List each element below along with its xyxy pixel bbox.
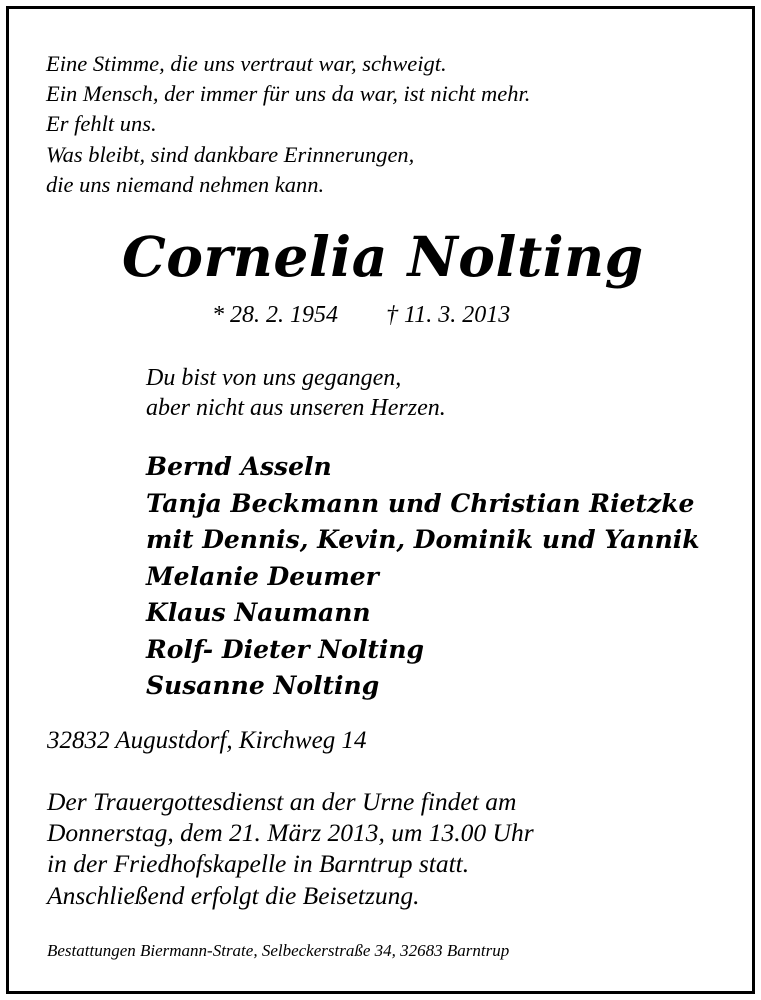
mourner-name: Susanne Nolting bbox=[146, 671, 380, 700]
verse-line: aber nicht aus unseren Herzen. bbox=[146, 395, 446, 421]
birth-date: * 28. 2. 1954 bbox=[212, 302, 338, 328]
undertaker-credit: Bestattungen Biermann-Strate, Selbeckerstraße 34, 32683 Barntrup bbox=[47, 941, 510, 960]
service-details bbox=[47, 786, 534, 911]
mourners-list bbox=[146, 449, 700, 705]
mourner-name: mit Dennis, Kevin, Dominik und Yannik bbox=[146, 525, 700, 554]
service-line: in der Friedhofskapelle in Barntrup statt. bbox=[47, 849, 470, 879]
poem-line: Ein Mensch, der immer für uns da war, ist nicht mehr. bbox=[46, 81, 531, 107]
service-line: Anschließend erfolgt die Beisetzung. bbox=[47, 880, 420, 910]
family-address: 32832 Augustdorf, Kirchweg 14 bbox=[47, 727, 367, 754]
mourner-name: Tanja Beckmann und Christian Rietzke bbox=[146, 488, 695, 518]
poem-line: Was bleibt, sind dankbare Erinnerungen, bbox=[46, 141, 415, 167]
poem-line: die uns niemand nehmen kann. bbox=[46, 171, 325, 197]
mourner-name: Klaus Naumann bbox=[146, 598, 371, 627]
mourner-name: Bernd Asseln bbox=[146, 452, 332, 481]
death-date: † 11. 3. 2013 bbox=[386, 302, 511, 328]
deceased-name: Cornelia Nolting bbox=[122, 224, 644, 289]
farewell-verse bbox=[146, 363, 446, 423]
mourner-name: Rolf- Dieter Nolting bbox=[146, 634, 425, 664]
opening-poem bbox=[46, 49, 530, 200]
poem-line: Er fehlt uns. bbox=[46, 111, 157, 137]
service-line: Der Trauergottesdienst an der Urne findet am bbox=[47, 787, 517, 816]
verse-line: Du bist von uns gegangen, bbox=[146, 365, 402, 391]
poem-line: Eine Stimme, die uns vertraut war, schweigt. bbox=[46, 51, 447, 76]
service-line: Donnerstag, dem 21. März 2013, um 13.00 Uhr bbox=[47, 818, 534, 848]
mourner-name: Melanie Deumer bbox=[146, 561, 379, 591]
life-dates bbox=[212, 299, 510, 331]
